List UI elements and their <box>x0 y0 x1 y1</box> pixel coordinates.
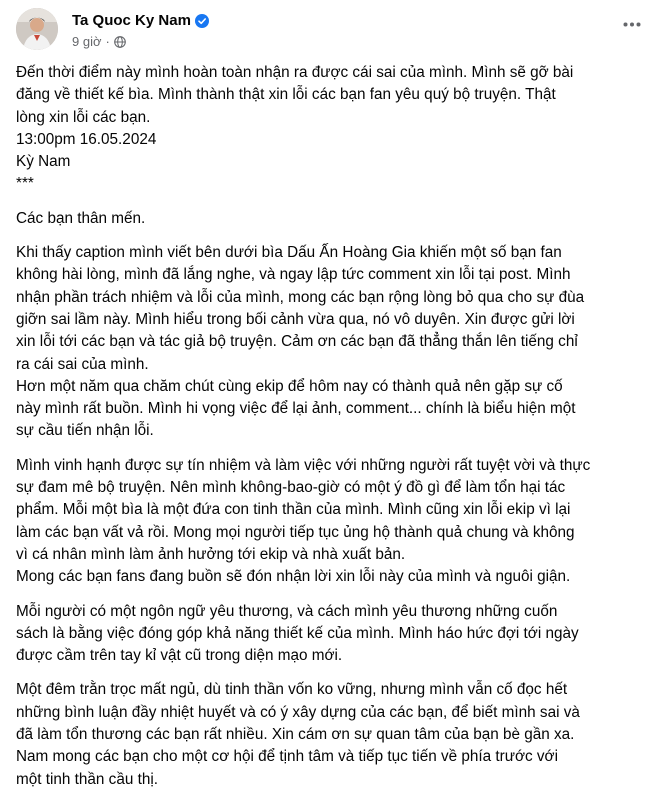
post-meta <box>72 34 126 49</box>
post-text-line: *** <box>16 175 34 193</box>
post-time[interactable]: 9 giờ <box>72 34 102 49</box>
post-text-line: đăng về thiết kế bìa. Mình thành thật xin lỗi các bạn fan yêu quý bộ truyện. Thật <box>16 86 556 104</box>
post-text-line: làm các bạn vất vả rồi. Mong mọi người tiếp tục ủng hộ thành quả chung và không <box>16 523 575 541</box>
author-line <box>72 12 209 29</box>
post-text-line: Mình vinh hạnh được sự tín nhiệm và làm việc với những người rất tuyệt vời và thực <box>16 456 591 474</box>
post-text-line: 13:00pm 16.05.2024 <box>16 130 157 148</box>
post-paragraph <box>16 455 646 589</box>
post-text-line: Các bạn thân mến. <box>16 209 146 227</box>
post-text-line: sách là bằng việc đóng góp khả năng thiết kế của mình. Mình háo hức đợi tới ngày <box>16 624 579 642</box>
post-text-line: sự đam mê bộ truyện. Nên mình không-bao-giờ có một ý đồ gì để làm tổn hại tác <box>16 479 566 497</box>
post-text-line: ra cái sai của mình. <box>16 355 149 373</box>
post-text-line: sự cầu tiến nhận lỗi. <box>16 422 154 440</box>
post-paragraph <box>16 62 646 196</box>
post-text-line: nhận phần trách nhiệm và lỗi của mình, mong các bạn rộng lòng bỏ qua cho sự đùa <box>16 288 585 306</box>
post-paragraph <box>16 208 646 230</box>
verified-badge-icon <box>195 14 209 28</box>
post-text-line: Nam mong các bạn cho một cơ hội để tịnh tâm và tiếp tục tiến về phía trước với <box>16 748 558 766</box>
post-text-line: giỡn sai lầm này. Mình hiểu trong bối cảnh vừa qua, nó vô duyên. Xin được gửi lời <box>16 310 575 328</box>
post-text-line: Đến thời điểm này mình hoàn toàn nhận ra được cái sai của mình. Mình sẽ gỡ bài <box>16 64 574 81</box>
meta-separator: · <box>105 34 110 49</box>
globe-icon[interactable] <box>114 36 126 48</box>
post-text-line: này mình rất buồn. Mình hi vọng việc để lại ảnh, comment... chính là biểu hiện một <box>16 400 576 418</box>
post-header <box>16 8 648 56</box>
more-options-button[interactable] <box>616 14 648 34</box>
avatar[interactable] <box>16 8 58 50</box>
post-text-line: không hài lòng, mình đã lắng nghe, và ngay lập tức comment xin lỗi tại post. Mình <box>16 266 571 284</box>
post-paragraph <box>16 242 646 443</box>
post-text-line: được cầm trên tay kỉ vật cũ trong diện mạo mới. <box>16 647 343 665</box>
post-paragraph <box>16 601 646 668</box>
post-paragraph <box>16 679 646 790</box>
post-text-line: vì cá nhân mình làm ảnh hưởng tới ekip và nhà xuất bản. <box>16 545 406 563</box>
more-options-icon <box>623 22 641 27</box>
author-name[interactable]: Ta Quoc Ky Nam <box>72 12 191 29</box>
post-text-line: Mỗi người có một ngôn ngữ yêu thương, và cách mình yêu thương những cuốn <box>16 602 558 620</box>
post-body <box>16 62 646 803</box>
avatar-photo-icon <box>16 8 58 50</box>
post-text-line: phẩm. Mỗi một bìa là một đứa con tinh thần của mình. Mình cũng xin lỗi ekip vì lại <box>16 501 571 519</box>
post-text-line: Một đêm trằn trọc mất ngủ, dù tinh thần vốn ko vững, nhưng mình vẫn cố đọc hết <box>16 681 568 699</box>
post-text-line: Kỳ Nam <box>16 153 71 171</box>
post-text-line: Hơn một năm qua chăm chút cùng ekip để hôm nay có thành quả nên gặp sự cố <box>16 377 563 395</box>
post-text-line: những bình luận đầy nhiệt huyết và có ý xây dựng của các bạn, để biết mình sai và <box>16 703 580 721</box>
post-text-line: lòng xin lỗi các bạn. <box>16 108 151 126</box>
post-text-line: Mong các bạn fans đang buồn sẽ đón nhận lời xin lỗi này của mình và nguôi giận. <box>16 568 571 586</box>
post-text-line: Khi thấy caption mình viết bên dưới bìa Dấu Ấn Hoàng Gia khiến một số bạn fan <box>16 244 562 262</box>
post-text-line: đã làm tổn thương các bạn rất nhiều. Xin cám ơn sự quan tâm của bạn bè gần xa. <box>16 726 575 744</box>
post-text-line: xin lỗi tới các bạn và tác giả bộ truyện. Cảm ơn các bạn đã thẳng thắn lên tiếng chỉ <box>16 333 578 351</box>
post-text-line: một tinh thần cầu thị. <box>16 770 159 788</box>
